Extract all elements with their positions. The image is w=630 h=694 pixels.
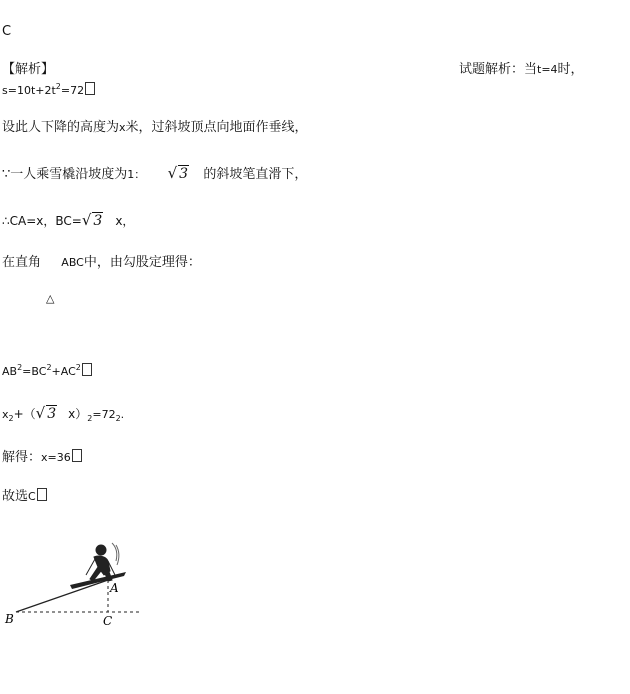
l5-e3: 2	[75, 363, 81, 372]
formula-s	[2, 82, 95, 100]
sqrt3-value: 3	[47, 406, 57, 422]
line-ca-bc	[2, 212, 134, 230]
label-c: C	[103, 614, 113, 628]
analysis-right-text	[459, 62, 584, 78]
l2-a: ∵一人乘雪橇沿坡度为	[2, 167, 128, 182]
missing-glyph-box	[82, 363, 92, 376]
l6-b: +（	[13, 407, 36, 421]
l3-a: ∴CA=x，BC=	[2, 214, 82, 228]
l4-a: 在直角	[2, 255, 42, 270]
right-text-prefix: 试题解析：当	[459, 62, 538, 77]
triangle-symbol: △	[46, 292, 55, 305]
answer-letter: C	[2, 24, 12, 39]
l1-x: x	[119, 121, 126, 134]
l1-a: 设此人下降的高度为	[2, 120, 120, 135]
sqrt3-radical: √ 3	[35, 404, 57, 422]
sqrt3-value: 3	[179, 166, 189, 182]
label-a: A	[110, 581, 119, 595]
l1-b: 米，过斜坡顶点向地面作垂线，	[125, 120, 308, 135]
l2-one: 1：	[127, 168, 146, 181]
l6-s1: 2	[8, 414, 14, 423]
sqrt3-radical: √ 3	[81, 211, 103, 229]
slope-line	[16, 580, 108, 612]
pythagoras-line	[2, 363, 92, 381]
l8-a: 故选	[2, 489, 29, 504]
l7-a: 解得：	[2, 450, 42, 465]
solution-line	[2, 449, 82, 466]
analysis-header: 【解析】	[2, 62, 55, 77]
l6-e: .	[120, 408, 125, 421]
missing-glyph-box	[85, 82, 95, 95]
l8-b: C	[28, 490, 36, 503]
l7-b: x=36	[41, 451, 71, 464]
l5-c: +AC	[51, 365, 76, 378]
l5-a: AB	[2, 365, 18, 378]
sqrt3-value: 3	[93, 213, 103, 229]
l6-s2: 2	[87, 414, 93, 423]
choose-line	[2, 488, 47, 505]
l6-c: x）	[68, 407, 88, 421]
equation-line	[2, 405, 124, 424]
l2-b: 的斜坡笔直滑下，	[203, 167, 308, 182]
label-b: B	[5, 612, 14, 626]
formula-s-post: =72	[60, 84, 85, 97]
line-height-setup	[2, 120, 308, 136]
right-text-tail: 时，	[557, 62, 584, 77]
missing-glyph-box	[37, 488, 47, 501]
l5-e1: 2	[17, 363, 23, 372]
l6-d: =72	[92, 408, 116, 421]
slope-figure	[0, 535, 160, 635]
l5-e2: 2	[46, 363, 52, 372]
l6-s3: 2	[115, 414, 121, 423]
l3-b: x，	[115, 214, 135, 228]
formula-s-pre: s=10t+2t	[2, 84, 56, 97]
sqrt3-radical: √ 3	[167, 164, 189, 182]
line-right-triangle	[2, 255, 201, 271]
l4-b: 中，由勾股定理得：	[83, 255, 201, 270]
missing-glyph-box	[72, 449, 82, 462]
right-text-t: t=4	[537, 63, 558, 76]
line-slope	[2, 165, 307, 183]
l6-a: x	[2, 408, 9, 421]
l5-b: =BC	[22, 365, 47, 378]
l4-abc: ABC	[61, 256, 84, 269]
formula-s-exp: 2	[55, 82, 61, 91]
